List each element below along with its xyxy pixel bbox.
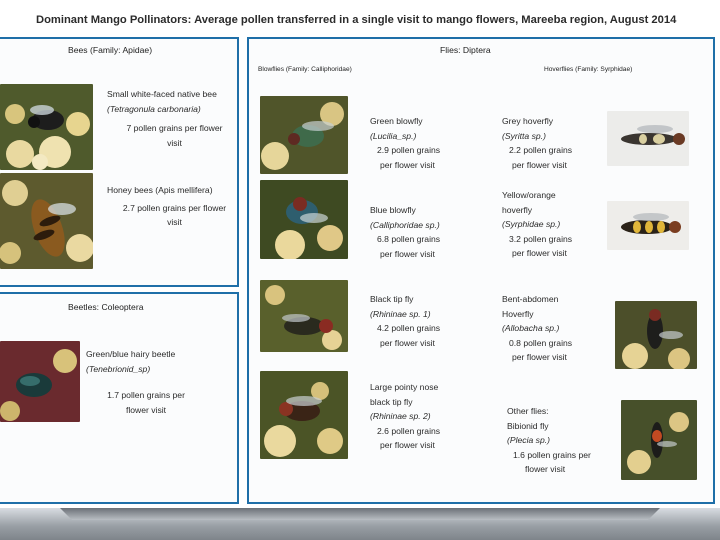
honey-bee-label: Honey bees (Apis mellifera) 2.7 pollen grains per flower visit	[107, 185, 227, 228]
black-tip-fly-label: Black tip fly (Rhininae sp. 1) 4.2 pollen grains per flower visit	[370, 294, 441, 348]
blowflies-heading: Blowflies (Family: Calliphoridae)	[258, 66, 352, 73]
green-blowfly-label: Green blowfly (Lucilia_sp.) 2.9 pollen grains per flower visit	[370, 116, 441, 170]
grey-hoverfly-label: Grey hoverfly (Syritta sp.) 2.2 pollen grains per flower visit	[502, 116, 573, 170]
photo-honey-bee	[0, 173, 93, 269]
beetles-heading: Beetles: Coleoptera	[68, 302, 144, 312]
pointy-nose-fly-label: Large pointy nose black tip fly (Rhininae sp. 2) 2.6 pollen grains per flower visit	[370, 382, 441, 451]
beetle-label: Green/blue hairy beetle (Tenebrionid_sp) 1.7 pollen grains per flower visit	[86, 349, 185, 415]
hoverflies-heading: Hoverflies (Family: Syrphidae)	[544, 66, 633, 73]
native-bee-label: Small white-faced native bee (Tetragonula carbonaria) 7 pollen grains per flower visit	[107, 89, 223, 148]
blue-blowfly-label: Blue blowfly (Calliphoridae sp.) 6.8 pollen grains per flower visit	[370, 205, 441, 259]
photo-bibionid-fly	[621, 400, 697, 480]
photo-pointy-nose-fly	[260, 371, 348, 459]
photo-green-blowfly	[260, 96, 348, 174]
bent-abdomen-hoverfly-label: Bent-abdomen Hoverfly (Allobacha sp.) 0.8 pollen grains per flower visit	[502, 294, 573, 363]
photo-black-tip-fly	[260, 280, 348, 352]
bees-heading: Bees (Family: Apidae)	[68, 45, 153, 55]
photo-native-bee	[0, 84, 93, 170]
yellow-hoverfly-label: Yellow/orange hoverfly (Syrphidae sp.) 3.2 pollen grains per flower visit	[502, 190, 573, 259]
photo-yellow-hoverfly	[607, 201, 689, 250]
photo-beetle	[0, 341, 80, 422]
slide-bottom-shadow	[60, 508, 660, 520]
photo-blue-blowfly	[260, 180, 348, 259]
photo-bent-abdomen-hoverfly	[615, 301, 697, 369]
bibionid-fly-label: Other flies: Bibionid fly (Plecia sp.) 1.6 pollen grains per flower visit	[507, 406, 591, 475]
flies-heading: Flies: Diptera	[440, 45, 491, 55]
photo-grey-hoverfly	[607, 111, 689, 166]
page-title: Dominant Mango Pollinators: Average pollen transferred in a single visit to mango flowers, Mareeba region, August 2014	[36, 14, 677, 26]
